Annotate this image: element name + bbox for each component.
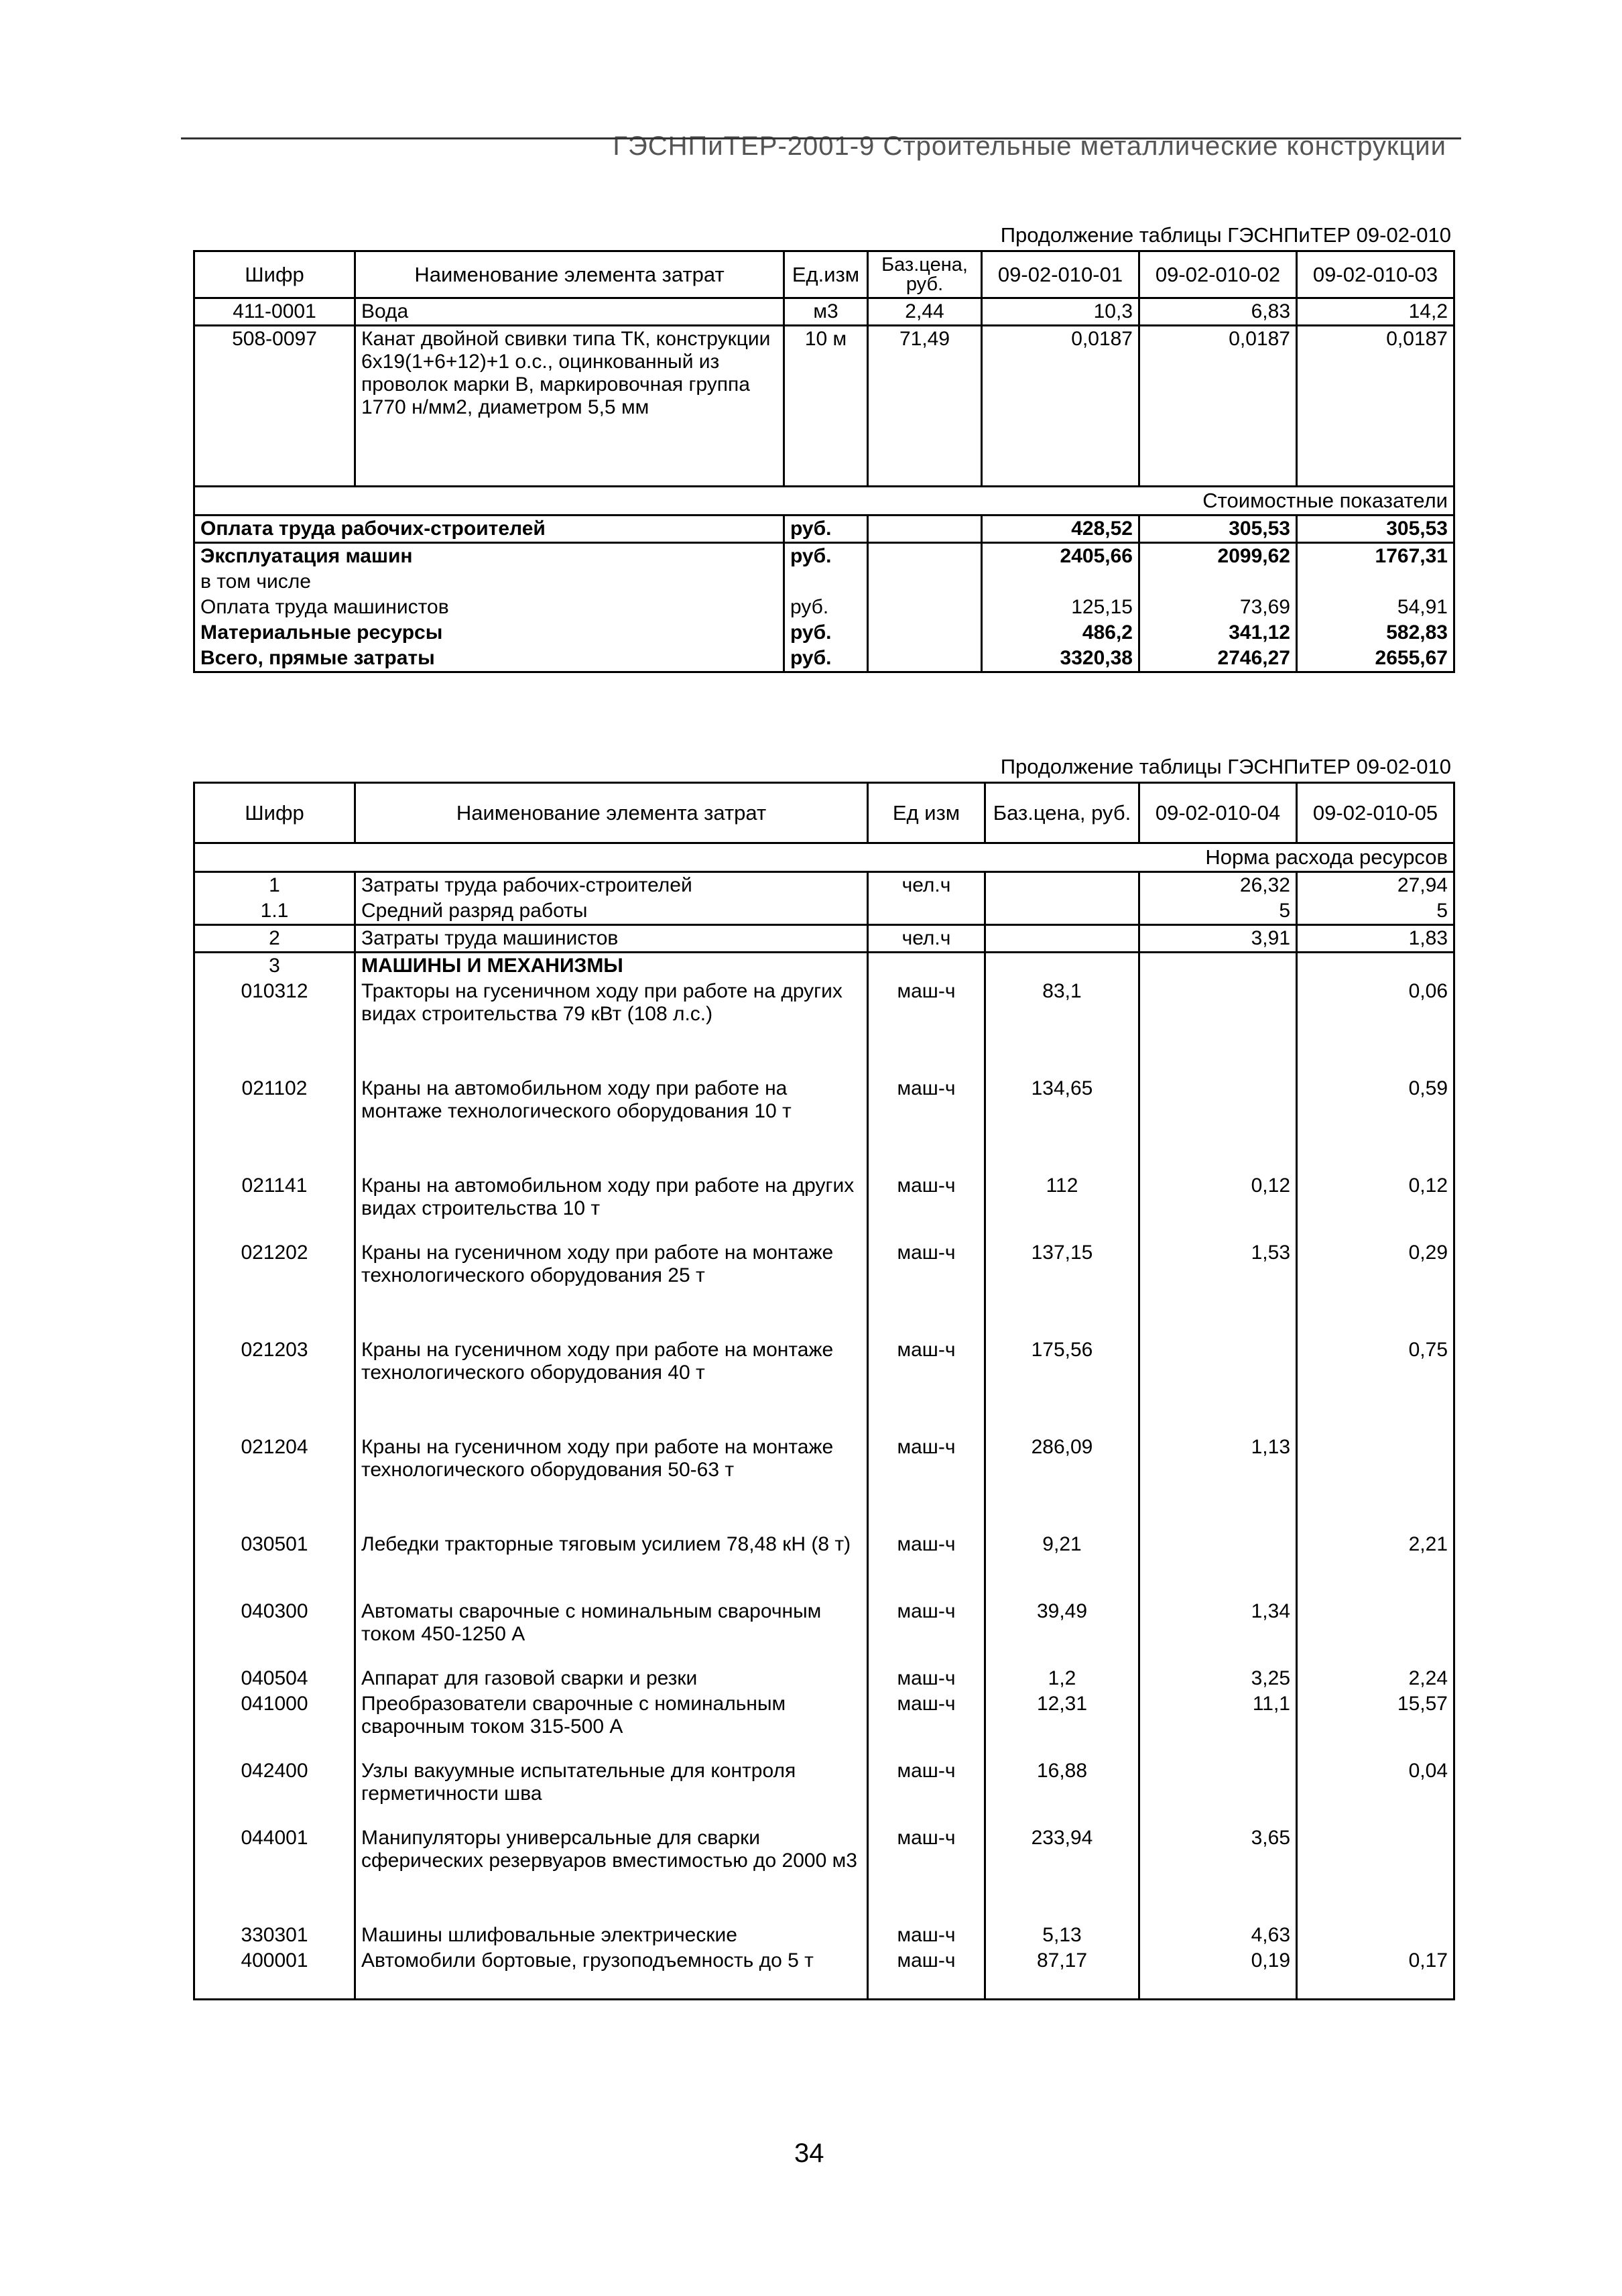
cost-unit	[784, 569, 868, 595]
row-v4: 1,53	[1139, 1240, 1297, 1337]
row-name: Автоматы сварочные с номинальным сварочным током 450-1250 А	[355, 1599, 868, 1666]
table-row	[194, 1532, 1454, 1599]
cost-v2: 73,69	[1139, 595, 1297, 620]
table-row	[194, 1599, 1454, 1666]
row-price	[985, 872, 1139, 899]
row-v1: 0,0187	[982, 326, 1139, 487]
row-price: 286,09	[985, 1435, 1139, 1532]
table-row	[194, 898, 1454, 925]
row-v4: 26,32	[1139, 872, 1297, 899]
cost-row	[194, 543, 1454, 570]
table-row	[194, 326, 1454, 487]
cost-row	[194, 620, 1454, 646]
row-unit	[868, 898, 985, 925]
cost-name: Материальные ресурсы	[194, 620, 784, 646]
table-row	[194, 1666, 1454, 1691]
row-unit: маш-ч	[868, 1666, 985, 1691]
row-unit: маш-ч	[868, 1240, 985, 1337]
col-v5: 09-02-010-05	[1297, 783, 1454, 843]
row-v5: 0,59	[1297, 1076, 1454, 1173]
row-name: Автомобили бортовые, грузоподъемность до 5 т	[355, 1948, 868, 1999]
col-unit: Ед изм	[868, 783, 985, 843]
col-v2: 09-02-010-02	[1139, 251, 1297, 298]
row-name: Аппарат для газовой сварки и резки	[355, 1666, 868, 1691]
table-row	[194, 1337, 1454, 1435]
cost-v1: 125,15	[982, 595, 1139, 620]
row-code: 411-0001	[194, 298, 355, 326]
row-name: Краны на автомобильном ходу при работе на монтаже технологического оборудования 10 т	[355, 1076, 868, 1173]
row-v4	[1139, 1337, 1297, 1435]
table-row	[194, 1691, 1454, 1758]
cost-price	[868, 569, 982, 595]
row-code: 040504	[194, 1666, 355, 1691]
table1-header-row	[194, 251, 1454, 298]
cost-name: Эксплуатация машин	[194, 543, 784, 570]
table-row	[194, 1173, 1454, 1240]
row-unit: маш-ч	[868, 1599, 985, 1666]
row-unit: чел.ч	[868, 925, 985, 953]
cost-price	[868, 516, 982, 543]
col-v3: 09-02-010-03	[1297, 251, 1454, 298]
row-unit: маш-ч	[868, 1435, 985, 1532]
resource-table-2	[193, 782, 1455, 2000]
cost-v1: 2405,66	[982, 543, 1139, 570]
resource-table-1	[193, 250, 1455, 673]
col-code: Шифр	[194, 251, 355, 298]
row-name: Затраты труда рабочих-строителей	[355, 872, 868, 899]
table1-caption: Продолжение таблицы ГЭСНПиТЕР 09-02-010	[1000, 223, 1451, 247]
cost-unit: руб.	[784, 646, 868, 672]
row-price	[985, 953, 1139, 979]
row-v4: 11,1	[1139, 1691, 1297, 1758]
row-name: Манипуляторы универсальные для сварки сферических резервуаров вместимостью до 2000 м3	[355, 1825, 868, 1923]
row-unit: маш-ч	[868, 1948, 985, 1999]
cost-v1: 3320,38	[982, 646, 1139, 672]
row-v4: 1,13	[1139, 1435, 1297, 1532]
cost-v3: 305,53	[1297, 516, 1454, 543]
cost-price	[868, 543, 982, 570]
row-unit: маш-ч	[868, 1923, 985, 1948]
row-v5: 0,75	[1297, 1337, 1454, 1435]
row-unit: маш-ч	[868, 1758, 985, 1825]
row-price: 175,56	[985, 1337, 1139, 1435]
row-v5: 0,12	[1297, 1173, 1454, 1240]
cost-v3: 582,83	[1297, 620, 1454, 646]
cost-v1: 486,2	[982, 620, 1139, 646]
row-v5	[1297, 1923, 1454, 1948]
row-unit: маш-ч	[868, 1825, 985, 1923]
row-name: Краны на гусеничном ходу при работе на монтаже технологического оборудования 40 т	[355, 1337, 868, 1435]
row-price: 137,15	[985, 1240, 1139, 1337]
cost-name: в том числе	[194, 569, 784, 595]
row-v5: 15,57	[1297, 1691, 1454, 1758]
row-price: 87,17	[985, 1948, 1139, 1999]
cost-header-label: Стоимостные показатели	[194, 487, 1454, 516]
row-v4: 5	[1139, 898, 1297, 925]
table-row	[194, 953, 1454, 979]
row-v5: 2,24	[1297, 1666, 1454, 1691]
row-v4	[1139, 1532, 1297, 1599]
row-v4	[1139, 953, 1297, 979]
cost-row	[194, 569, 1454, 595]
table-row	[194, 1076, 1454, 1173]
row-price: 1,2	[985, 1666, 1139, 1691]
row-v5	[1297, 1825, 1454, 1923]
cost-v2	[1139, 569, 1297, 595]
row-v5: 27,94	[1297, 872, 1454, 899]
row-v4: 4,63	[1139, 1923, 1297, 1948]
cost-unit: руб.	[784, 620, 868, 646]
row-code: 021202	[194, 1240, 355, 1337]
row-v5: 0,04	[1297, 1758, 1454, 1825]
running-header: ГЭСНПиТЕР-2001-9 Строительные металлические конструкции	[613, 131, 1446, 161]
row-v4	[1139, 979, 1297, 1076]
col-unit: Ед.изм	[784, 251, 868, 298]
cost-v3	[1297, 569, 1454, 595]
row-v4: 3,65	[1139, 1825, 1297, 1923]
row-unit: маш-ч	[868, 1691, 985, 1758]
row-name: Канат двойной свивки типа ТК, конструкции 6х19(1+6+12)+1 о.с., оцинкованный из проволок марки В, маркировочная группа 1770 н/мм2, диаметром 5,5 мм	[355, 326, 784, 487]
cost-v3: 1767,31	[1297, 543, 1454, 570]
row-price: 9,21	[985, 1532, 1139, 1599]
cost-price	[868, 620, 982, 646]
table2-caption: Продолжение таблицы ГЭСНПиТЕР 09-02-010	[1000, 755, 1451, 778]
row-v2: 0,0187	[1139, 326, 1297, 487]
row-unit: чел.ч	[868, 872, 985, 899]
cost-v2: 305,53	[1139, 516, 1297, 543]
cost-v1: 428,52	[982, 516, 1139, 543]
row-v4: 0,12	[1139, 1173, 1297, 1240]
cost-row	[194, 595, 1454, 620]
row-name: Затраты труда машинистов	[355, 925, 868, 953]
cost-name: Всего, прямые затраты	[194, 646, 784, 672]
row-v4	[1139, 1758, 1297, 1825]
row-price: 71,49	[868, 326, 982, 487]
norm-section-header	[194, 843, 1454, 872]
row-unit: маш-ч	[868, 979, 985, 1076]
row-name: Вода	[355, 298, 784, 326]
row-price: 83,1	[985, 979, 1139, 1076]
row-price: 233,94	[985, 1825, 1139, 1923]
row-code: 042400	[194, 1758, 355, 1825]
cost-v3: 54,91	[1297, 595, 1454, 620]
row-unit: маш-ч	[868, 1076, 985, 1173]
table2-header-row	[194, 783, 1454, 843]
col-v4: 09-02-010-04	[1139, 783, 1297, 843]
row-v4: 0,19	[1139, 1948, 1297, 1999]
cost-v2: 2099,62	[1139, 543, 1297, 570]
row-price: 39,49	[985, 1599, 1139, 1666]
col-price: Баз.цена, руб.	[868, 251, 982, 298]
row-price: 16,88	[985, 1758, 1139, 1825]
row-code: 1	[194, 872, 355, 899]
row-name: Краны на гусеничном ходу при работе на монтаже технологического оборудования 50-63 т	[355, 1435, 868, 1532]
row-price: 134,65	[985, 1076, 1139, 1173]
norm-header-label: Норма расхода ресурсов	[194, 843, 1454, 872]
row-v4: 3,25	[1139, 1666, 1297, 1691]
row-unit: маш-ч	[868, 1173, 985, 1240]
cost-name: Оплата труда машинистов	[194, 595, 784, 620]
cost-unit: руб.	[784, 595, 868, 620]
cost-price	[868, 595, 982, 620]
table-row	[194, 925, 1454, 953]
row-name: Средний разряд работы	[355, 898, 868, 925]
row-v4: 3,91	[1139, 925, 1297, 953]
header-rule	[181, 137, 1461, 139]
row-code: 030501	[194, 1532, 355, 1599]
table-row	[194, 1948, 1454, 1999]
row-code: 2	[194, 925, 355, 953]
cost-v1	[982, 569, 1139, 595]
row-code: 400001	[194, 1948, 355, 1999]
row-name: Краны на автомобильном ходу при работе на других видах строительства 10 т	[355, 1173, 868, 1240]
row-name: Лебедки тракторные тяговым усилием 78,48 кН (8 т)	[355, 1532, 868, 1599]
row-unit: м3	[784, 298, 868, 326]
table-row	[194, 979, 1454, 1076]
row-code: 3	[194, 953, 355, 979]
row-name: Преобразователи сварочные с номинальным сварочным током 315-500 А	[355, 1691, 868, 1758]
row-v4: 1,34	[1139, 1599, 1297, 1666]
cost-row	[194, 646, 1454, 672]
row-v5: 5	[1297, 898, 1454, 925]
row-name: Тракторы на гусеничном ходу при работе на других видах строительства 79 кВт (108 л.с.)	[355, 979, 868, 1076]
table-row	[194, 1758, 1454, 1825]
row-code: 508-0097	[194, 326, 355, 487]
row-price	[985, 898, 1139, 925]
row-v3: 14,2	[1297, 298, 1454, 326]
cost-section-header	[194, 487, 1454, 516]
row-code: 041000	[194, 1691, 355, 1758]
table-row	[194, 1240, 1454, 1337]
cost-price	[868, 646, 982, 672]
row-code: 021203	[194, 1337, 355, 1435]
row-price: 5,13	[985, 1923, 1139, 1948]
row-v5: 0,29	[1297, 1240, 1454, 1337]
row-unit: маш-ч	[868, 1337, 985, 1435]
row-code: 044001	[194, 1825, 355, 1923]
row-code: 010312	[194, 979, 355, 1076]
row-price: 2,44	[868, 298, 982, 326]
row-code: 021102	[194, 1076, 355, 1173]
table-row	[194, 872, 1454, 899]
col-price: Баз.цена, руб.	[985, 783, 1139, 843]
row-v5	[1297, 953, 1454, 979]
row-code: 021204	[194, 1435, 355, 1532]
row-v5	[1297, 1435, 1454, 1532]
row-v5: 0,06	[1297, 979, 1454, 1076]
col-name: Наименование элемента затрат	[355, 783, 868, 843]
table-row	[194, 298, 1454, 326]
col-code: Шифр	[194, 783, 355, 843]
cost-v3: 2655,67	[1297, 646, 1454, 672]
row-name: МАШИНЫ И МЕХАНИЗМЫ	[355, 953, 868, 979]
row-v5: 1,83	[1297, 925, 1454, 953]
row-code: 330301	[194, 1923, 355, 1948]
cost-v2: 341,12	[1139, 620, 1297, 646]
cost-name: Оплата труда рабочих-строителей	[194, 516, 784, 543]
row-code: 040300	[194, 1599, 355, 1666]
row-v5: 0,17	[1297, 1948, 1454, 1999]
row-code: 021141	[194, 1173, 355, 1240]
row-unit	[868, 953, 985, 979]
col-name: Наименование элемента затрат	[355, 251, 784, 298]
row-code: 1.1	[194, 898, 355, 925]
cost-v2: 2746,27	[1139, 646, 1297, 672]
row-v2: 6,83	[1139, 298, 1297, 326]
row-price: 112	[985, 1173, 1139, 1240]
table-row	[194, 1825, 1454, 1923]
col-v1: 09-02-010-01	[982, 251, 1139, 298]
row-price	[985, 925, 1139, 953]
row-name: Машины шлифовальные электрические	[355, 1923, 868, 1948]
row-name: Узлы вакуумные испытательные для контроля герметичности шва	[355, 1758, 868, 1825]
row-price: 12,31	[985, 1691, 1139, 1758]
row-v5	[1297, 1599, 1454, 1666]
row-v1: 10,3	[982, 298, 1139, 326]
table-row	[194, 1923, 1454, 1948]
table-row	[194, 1435, 1454, 1532]
row-v4	[1139, 1076, 1297, 1173]
cost-unit: руб.	[784, 516, 868, 543]
row-unit: 10 м	[784, 326, 868, 487]
cost-unit: руб.	[784, 543, 868, 570]
row-name: Краны на гусеничном ходу при работе на монтаже технологического оборудования 25 т	[355, 1240, 868, 1337]
row-v5: 2,21	[1297, 1532, 1454, 1599]
page-number: 34	[794, 2138, 824, 2168]
row-unit: маш-ч	[868, 1532, 985, 1599]
cost-row	[194, 516, 1454, 543]
row-v3: 0,0187	[1297, 326, 1454, 487]
